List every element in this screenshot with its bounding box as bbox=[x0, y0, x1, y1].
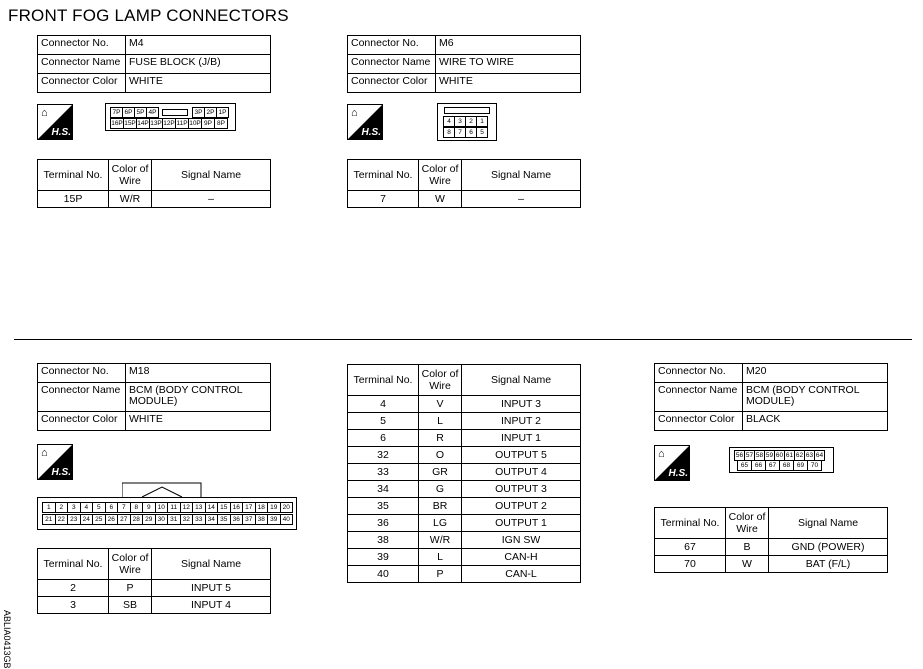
connector-pin: 37 bbox=[242, 514, 256, 525]
table-row bbox=[38, 597, 271, 614]
connector-pin: 17 bbox=[242, 502, 256, 513]
connector-pin: 36 bbox=[230, 514, 244, 525]
hs-icon: ⌂ H.S. bbox=[347, 104, 383, 140]
signal-name-cell: INPUT 1 bbox=[462, 430, 581, 447]
signal-name-cell: – bbox=[152, 191, 271, 208]
connector-pin: 14 bbox=[205, 502, 219, 513]
connector-pin: 13 bbox=[192, 502, 206, 513]
label-connector-no: Connector No. bbox=[38, 36, 126, 55]
m4-connector-no: M4 bbox=[126, 36, 271, 55]
header-color-of-wire: Color of Wire bbox=[419, 365, 462, 396]
label-connector-color: Connector Color bbox=[38, 412, 126, 431]
m6-info-table bbox=[347, 35, 581, 93]
table-row bbox=[348, 549, 581, 566]
connector-pin: 61 bbox=[785, 452, 794, 459]
connector-pin: 3 bbox=[454, 116, 466, 127]
connector-pin: 34 bbox=[205, 514, 219, 525]
m4-connector-name: FUSE BLOCK (J/B) bbox=[126, 55, 271, 74]
wire-color-cell: L bbox=[419, 413, 462, 430]
connector-pin: 13P bbox=[150, 120, 162, 127]
connector-pin: 7 bbox=[454, 127, 466, 138]
header-color-of-wire: Color of Wire bbox=[419, 160, 462, 191]
terminal-no-cell: 38 bbox=[348, 532, 419, 549]
terminal-no-cell: 40 bbox=[348, 566, 419, 583]
m20-connector-no: M20 bbox=[743, 364, 888, 383]
label-connector-color: Connector Color bbox=[655, 412, 743, 431]
connector-pin: 15P bbox=[124, 120, 136, 127]
connector-pin: 64 bbox=[815, 452, 824, 459]
m6-connector-face bbox=[437, 103, 497, 141]
connector-pin: 1 bbox=[42, 502, 56, 513]
connector-pin: 5 bbox=[476, 127, 488, 138]
connector-pin: 10 bbox=[155, 502, 169, 513]
connector-pin: 60 bbox=[775, 452, 784, 459]
connector-pin: 2 bbox=[55, 502, 69, 513]
m18-terminal-table-b bbox=[347, 364, 581, 583]
wire-color-cell: GR bbox=[419, 464, 462, 481]
signal-name-cell: OUTPUT 1 bbox=[462, 515, 581, 532]
table-row bbox=[348, 464, 581, 481]
hs-icon: ⌂ H.S. bbox=[654, 445, 690, 481]
connector-pin: 26 bbox=[105, 514, 119, 525]
signal-name-cell: OUTPUT 2 bbox=[462, 498, 581, 515]
hs-icon: ⌂ H.S. bbox=[37, 104, 73, 140]
m20-terminal-table bbox=[654, 507, 888, 573]
connector-pin: 21 bbox=[42, 514, 56, 525]
wire-color-cell: W/R bbox=[419, 532, 462, 549]
connector-pin: 38 bbox=[255, 514, 269, 525]
wire-color-cell: P bbox=[419, 566, 462, 583]
table-row bbox=[348, 515, 581, 532]
terminal-no-cell: 33 bbox=[348, 464, 419, 481]
connector-pin: 11P bbox=[176, 120, 188, 127]
connector-pin: 33 bbox=[192, 514, 206, 525]
m20-info-table bbox=[654, 363, 888, 431]
m18-connector-no: M18 bbox=[126, 364, 271, 383]
connector-pin: 25 bbox=[92, 514, 106, 525]
connector-pin: 10P bbox=[189, 120, 201, 127]
signal-name-cell: OUTPUT 4 bbox=[462, 464, 581, 481]
connector-pin: 6P bbox=[122, 107, 135, 118]
connector-pin: 9P bbox=[201, 118, 215, 129]
signal-name-cell: OUTPUT 5 bbox=[462, 447, 581, 464]
label-connector-color: Connector Color bbox=[38, 74, 126, 93]
connector-pin: 35 bbox=[217, 514, 231, 525]
header-terminal-no: Terminal No. bbox=[38, 549, 109, 580]
terminal-no-cell: 5 bbox=[348, 413, 419, 430]
label-connector-color: Connector Color bbox=[348, 74, 436, 93]
connector-pin: 7P bbox=[110, 107, 123, 118]
wire-color-cell: W bbox=[419, 191, 462, 208]
connector-pin: 29 bbox=[142, 514, 156, 525]
header-terminal-no: Terminal No. bbox=[38, 160, 109, 191]
m18-connector-face bbox=[37, 497, 297, 530]
table-row bbox=[348, 498, 581, 515]
table-row bbox=[348, 566, 581, 583]
signal-name-cell: INPUT 4 bbox=[152, 597, 271, 614]
wire-color-cell: BR bbox=[419, 498, 462, 515]
connector-pin: 62 bbox=[795, 452, 804, 459]
connector-pin: 4P bbox=[146, 107, 159, 118]
connector-pin: 16 bbox=[230, 502, 244, 513]
connector-pin: 1 bbox=[476, 116, 488, 127]
connector-pin: 30 bbox=[155, 514, 169, 525]
connector-pin: 2 bbox=[465, 116, 477, 127]
header-color-of-wire: Color of Wire bbox=[109, 160, 152, 191]
signal-name-cell: INPUT 3 bbox=[462, 396, 581, 413]
header-terminal-no: Terminal No. bbox=[348, 160, 419, 191]
label-connector-no: Connector No. bbox=[655, 364, 743, 383]
figure-code: ABLIA0413GB bbox=[2, 610, 12, 669]
header-color-of-wire: Color of Wire bbox=[726, 508, 769, 539]
connector-pin: 65 bbox=[737, 460, 752, 471]
terminal-no-cell: 39 bbox=[348, 549, 419, 566]
m6-connector-color: WHITE bbox=[436, 74, 581, 93]
connector-pin: 56 bbox=[735, 452, 744, 459]
terminal-no-cell: 35 bbox=[348, 498, 419, 515]
connector-pin: 14P bbox=[137, 120, 149, 127]
connector-pin: 68 bbox=[779, 460, 794, 471]
signal-name-cell: IGN SW bbox=[462, 532, 581, 549]
connector-pin: 20 bbox=[280, 502, 294, 513]
terminal-no-cell: 4 bbox=[348, 396, 419, 413]
wire-color-cell: V bbox=[419, 396, 462, 413]
connector-pin: 59 bbox=[765, 452, 774, 459]
connector-pin: 4 bbox=[443, 116, 455, 127]
connector-pin: 3 bbox=[67, 502, 81, 513]
connector-pin: 5 bbox=[92, 502, 106, 513]
table-row bbox=[655, 556, 888, 573]
connector-pin: 24 bbox=[80, 514, 94, 525]
header-terminal-no: Terminal No. bbox=[348, 365, 419, 396]
header-color-of-wire: Color of Wire bbox=[109, 549, 152, 580]
m20-connector-face bbox=[729, 447, 834, 473]
header-signal-name: Signal Name bbox=[462, 160, 581, 191]
connector-pin: 4 bbox=[80, 502, 94, 513]
connector-pin: 69 bbox=[793, 460, 808, 471]
connector-pin: 58 bbox=[755, 452, 764, 459]
terminal-no-cell: 32 bbox=[348, 447, 419, 464]
connector-pin: 31 bbox=[167, 514, 181, 525]
m6-connector-name: WIRE TO WIRE bbox=[436, 55, 581, 74]
connector-pin: 16P bbox=[111, 120, 123, 127]
connector-pin: 1P bbox=[216, 107, 229, 118]
table-row bbox=[348, 396, 581, 413]
section-divider bbox=[14, 339, 912, 340]
wire-color-cell: R bbox=[419, 430, 462, 447]
m6-connector-no: M6 bbox=[436, 36, 581, 55]
wire-color-cell: P bbox=[109, 580, 152, 597]
header-signal-name: Signal Name bbox=[462, 365, 581, 396]
table-row bbox=[348, 532, 581, 549]
wire-color-cell: W/R bbox=[109, 191, 152, 208]
hs-icon: ⌂ H.S. bbox=[37, 444, 73, 480]
connector-pin: 2P bbox=[204, 107, 217, 118]
connector-pin: 32 bbox=[180, 514, 194, 525]
m18-connector-name: BCM (BODY CONTROL MODULE) bbox=[126, 383, 271, 412]
m4-terminal-table bbox=[37, 159, 271, 208]
m4-connector-face bbox=[105, 103, 236, 131]
terminal-no-cell: 3 bbox=[38, 597, 109, 614]
connector-pin: 40 bbox=[280, 514, 294, 525]
connector-pin: 39 bbox=[267, 514, 281, 525]
signal-name-cell: CAN-H bbox=[462, 549, 581, 566]
table-row bbox=[348, 481, 581, 498]
label-connector-name: Connector Name bbox=[38, 55, 126, 74]
connector-pin: 70 bbox=[807, 460, 822, 471]
signal-name-cell: GND (POWER) bbox=[769, 539, 888, 556]
m6-terminal-table bbox=[347, 159, 581, 208]
wire-color-cell: B bbox=[726, 539, 769, 556]
signal-name-cell: CAN-L bbox=[462, 566, 581, 583]
connector-pin: 23 bbox=[67, 514, 81, 525]
table-row bbox=[655, 539, 888, 556]
header-signal-name: Signal Name bbox=[152, 160, 271, 191]
table-row bbox=[38, 191, 271, 208]
wire-color-cell: L bbox=[419, 549, 462, 566]
label-connector-name: Connector Name bbox=[348, 55, 436, 74]
connector-pin: 67 bbox=[765, 460, 780, 471]
m18-info-table bbox=[37, 363, 271, 431]
terminal-no-cell: 34 bbox=[348, 481, 419, 498]
header-signal-name: Signal Name bbox=[769, 508, 888, 539]
terminal-no-cell: 2 bbox=[38, 580, 109, 597]
connector-pin: 22 bbox=[55, 514, 69, 525]
table-row bbox=[38, 580, 271, 597]
terminal-no-cell: 36 bbox=[348, 515, 419, 532]
table-row bbox=[348, 430, 581, 447]
connector-pin: 9 bbox=[142, 502, 156, 513]
terminal-no-cell: 7 bbox=[348, 191, 419, 208]
signal-name-cell: INPUT 5 bbox=[152, 580, 271, 597]
signal-name-cell: INPUT 2 bbox=[462, 413, 581, 430]
wire-color-cell: LG bbox=[419, 515, 462, 532]
connector-pin: 3P bbox=[192, 107, 205, 118]
m20-connector-name: BCM (BODY CONTROL MODULE) bbox=[743, 383, 888, 412]
connector-pin: 8 bbox=[130, 502, 144, 513]
label-connector-no: Connector No. bbox=[348, 36, 436, 55]
terminal-no-cell: 15P bbox=[38, 191, 109, 208]
signal-name-cell: – bbox=[462, 191, 581, 208]
connector-pin: 8P bbox=[214, 118, 228, 129]
wire-color-cell: SB bbox=[109, 597, 152, 614]
connector-pin: 8 bbox=[443, 127, 455, 138]
connector-pin: 15 bbox=[217, 502, 231, 513]
connector-pin: 63 bbox=[805, 452, 814, 459]
connector-pin: 19 bbox=[267, 502, 281, 513]
m18-connector-latch bbox=[122, 480, 202, 498]
page-title: FRONT FOG LAMP CONNECTORS bbox=[8, 6, 289, 25]
label-connector-name: Connector Name bbox=[655, 383, 743, 412]
table-row bbox=[348, 191, 581, 208]
header-signal-name: Signal Name bbox=[152, 549, 271, 580]
wire-color-cell: W bbox=[726, 556, 769, 573]
connector-pin: 27 bbox=[117, 514, 131, 525]
connector-pin: 11 bbox=[167, 502, 181, 513]
connector-pin: 7 bbox=[117, 502, 131, 513]
wire-color-cell: O bbox=[419, 447, 462, 464]
connector-pin: 12P bbox=[163, 120, 175, 127]
header-terminal-no: Terminal No. bbox=[655, 508, 726, 539]
connector-pin: 6 bbox=[465, 127, 477, 138]
table-row bbox=[348, 447, 581, 464]
wire-color-cell: G bbox=[419, 481, 462, 498]
terminal-no-cell: 6 bbox=[348, 430, 419, 447]
connector-pin: 57 bbox=[745, 452, 754, 459]
label-connector-name: Connector Name bbox=[38, 383, 126, 412]
connector-pin: 6 bbox=[105, 502, 119, 513]
m18-terminal-table-a bbox=[37, 548, 271, 614]
connector-pin: 28 bbox=[130, 514, 144, 525]
signal-name-cell: OUTPUT 3 bbox=[462, 481, 581, 498]
connector-key-slot bbox=[162, 109, 188, 116]
connector-pin: 18 bbox=[255, 502, 269, 513]
m20-connector-color: BLACK bbox=[743, 412, 888, 431]
terminal-no-cell: 70 bbox=[655, 556, 726, 573]
m4-info-table bbox=[37, 35, 271, 93]
m18-connector-color: WHITE bbox=[126, 412, 271, 431]
m4-connector-color: WHITE bbox=[126, 74, 271, 93]
connector-pin: 5P bbox=[134, 107, 147, 118]
terminal-no-cell: 67 bbox=[655, 539, 726, 556]
connector-pin: 12 bbox=[180, 502, 194, 513]
label-connector-no: Connector No. bbox=[38, 364, 126, 383]
signal-name-cell: BAT (F/L) bbox=[769, 556, 888, 573]
table-row bbox=[348, 413, 581, 430]
connector-pin: 66 bbox=[751, 460, 766, 471]
